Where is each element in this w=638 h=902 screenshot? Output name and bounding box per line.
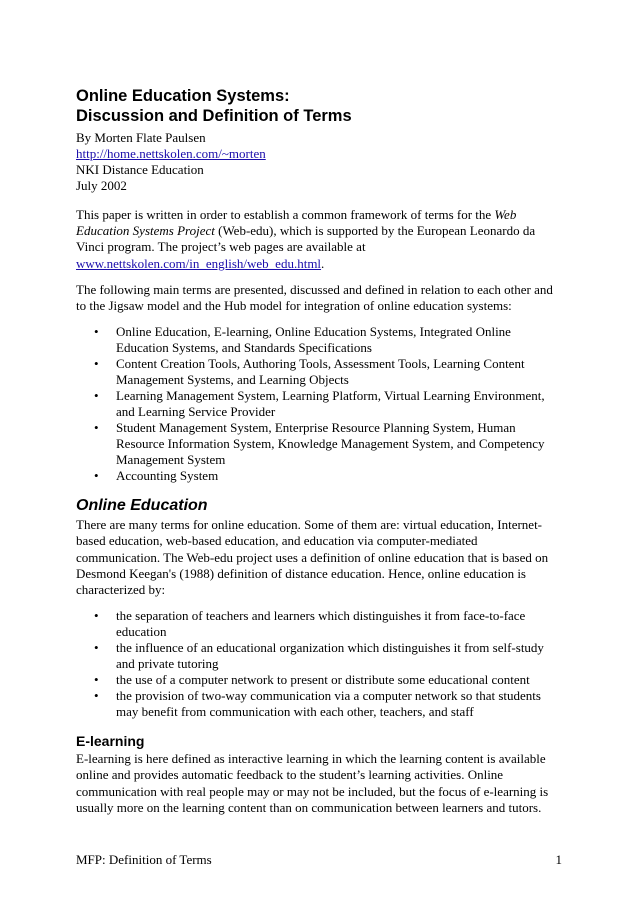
author-homepage-link[interactable]: http://home.nettskolen.com/~morten xyxy=(76,146,266,161)
title-line-2: Discussion and Definition of Terms xyxy=(76,107,352,125)
terms-intro-paragraph: The following main terms are presented, discussed and defined in relation to each other and to the Jigsaw model and the Hub model for integration of online education systems: xyxy=(76,281,553,314)
online-education-characteristics-list xyxy=(76,608,562,720)
bullet-icon: • xyxy=(94,356,99,372)
bullet-icon: • xyxy=(94,672,99,688)
title-line-1: Online Education Systems: xyxy=(76,87,290,105)
list-item: • Online Education, E-learning, Online Education Systems, Integrated Online Education Systems, and Standards Specifications xyxy=(94,324,511,356)
list-item: • Accounting System xyxy=(94,468,219,484)
bullet-icon: • xyxy=(94,608,99,624)
document-page xyxy=(76,86,562,826)
bullet-icon: • xyxy=(94,420,99,436)
author-organization: NKI Distance Education xyxy=(76,162,204,177)
list-item: • Student Management System, Enterprise Resource Planning System, Human Resource Information System, Knowledge Management System, and Competency Management System xyxy=(94,420,545,468)
list-item: • the provision of two-way communication via a computer network so that students may benefit from communication with each other, teachers, and staff xyxy=(94,688,541,720)
list-item: • the separation of teachers and learners which distinguishes it from face-to-face education xyxy=(94,608,526,640)
bullet-icon: • xyxy=(94,688,99,704)
bullet-icon: • xyxy=(94,468,99,484)
elearning-paragraph: E-learning is here defined as interactive learning in which the learning content is available online and provides automatic feedback to the student’s learning activities. Online communication with real people may or may not be included, but the focus of e-learning is usually more on the learning content than on communication between learners and tutors. xyxy=(76,751,549,815)
page-number: 1 xyxy=(555,852,562,867)
list-item: • the influence of an educational organization which distinguishes it from self-study and private tutoring xyxy=(94,640,544,672)
online-education-paragraph: There are many terms for online education. Some of them are: virtual education, Internet-based education, web-based education, and education via computer-mediated communication. The Web-edu project uses a definition of online education that is based on Desmond Keegan's (1988) definition of distance education. Hence, online education is characterized by: xyxy=(76,517,549,598)
list-item: • Content Creation Tools, Authoring Tools, Assessment Tools, Learning Content Management Systems, and Learning Objects xyxy=(94,356,525,388)
document-date: July 2002 xyxy=(76,178,127,193)
project-web-link[interactable]: www.nettskolen.com/in_english/web_edu.html xyxy=(76,255,322,271)
author-name: By Morten Flate Paulsen xyxy=(76,130,206,145)
intro-paragraph: This paper is written in order to establish a common framework of terms for the Web Education Systems Project (Web-edu), which is supported by the European Leonardo da Vinci program. The project’s web pages are available at www.nettskolen.com/in_english/web_edu.html. xyxy=(76,207,536,271)
bullet-icon: • xyxy=(94,388,99,404)
main-terms-list xyxy=(76,324,562,484)
section-heading-elearning: E-learning xyxy=(76,733,145,750)
bullet-icon: • xyxy=(94,640,99,656)
list-item: • the use of a computer network to present or distribute some educational content xyxy=(94,672,530,688)
section-heading-online-education: Online Education xyxy=(76,497,208,515)
list-item: • Learning Management System, Learning Platform, Virtual Learning Environment, and Learning Service Provider xyxy=(94,388,545,420)
project-name: Web Education Systems Project xyxy=(76,207,517,239)
document-title xyxy=(76,86,562,126)
bullet-icon: • xyxy=(94,324,99,340)
footer-title: MFP: Definition of Terms xyxy=(76,852,212,867)
author-block xyxy=(76,130,562,194)
